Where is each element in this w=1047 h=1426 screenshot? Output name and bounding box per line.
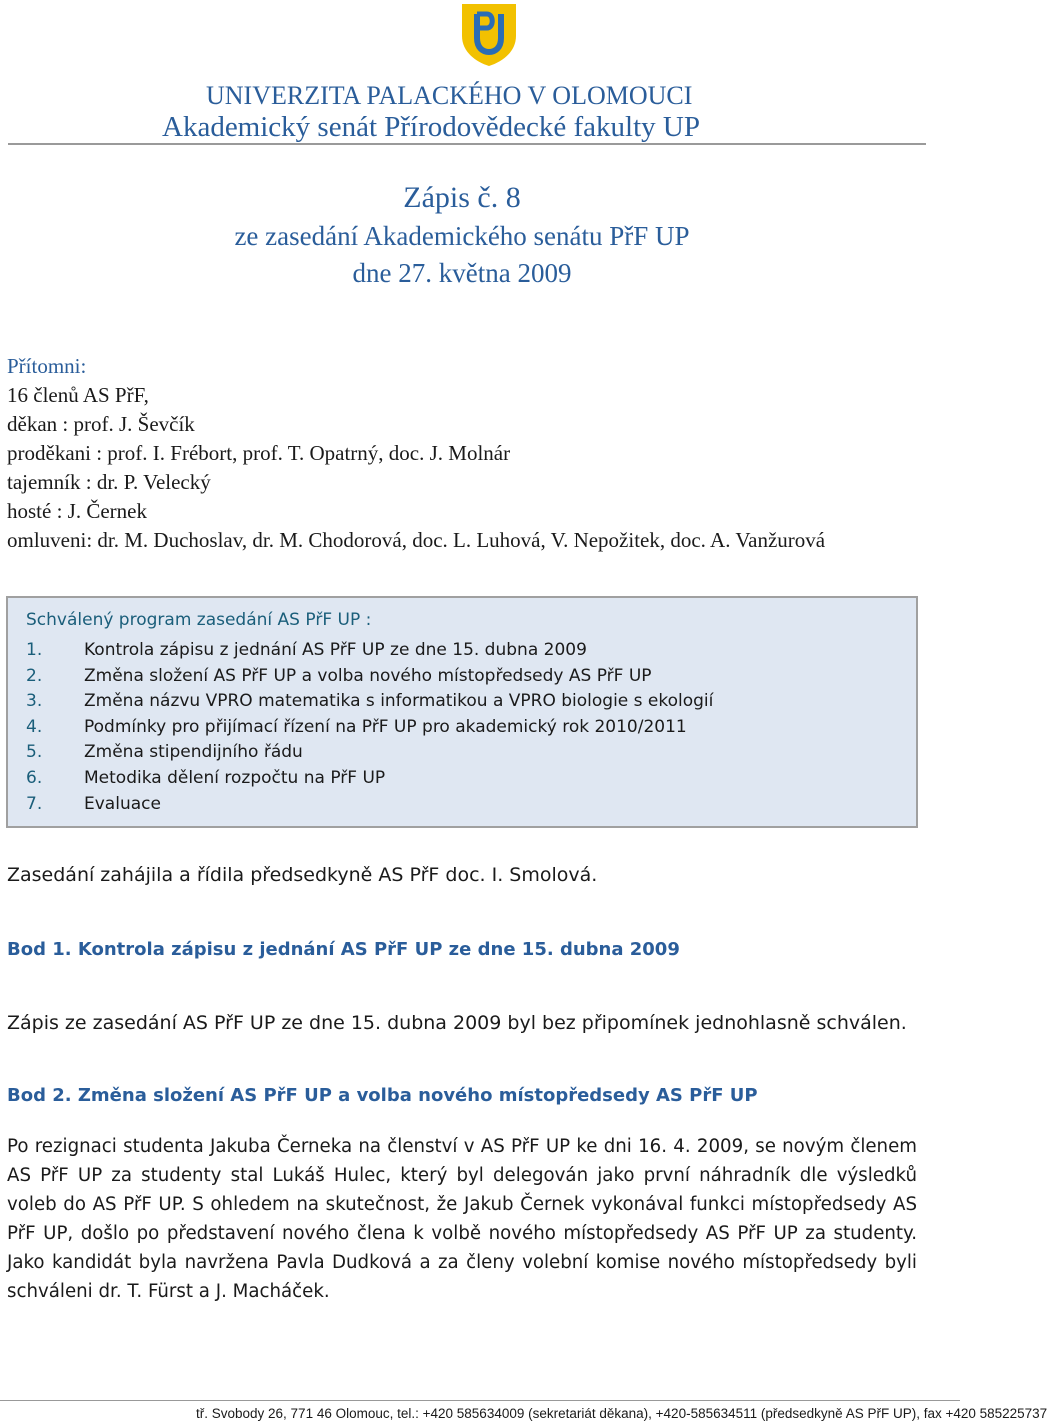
footer-contact: tř. Svobody 26, 771 46 Olomouc, tel.: +420 585634009 (sekretariát děkana), +420-585634511 (předsedkyně AS PřF UP), fax +420 585225737 — [196, 1406, 1047, 1421]
agenda-item-number: 6. — [26, 767, 43, 788]
document-title — [0, 178, 924, 292]
item-2-text: Po rezignaci studenta Jakuba Černeka na členství v AS PřF UP ke dni 16. 4. 2009, se novým členem AS PřF UP za studenty stal Lukáš Hulec, který byl delegován jako první náhradník dle výsledků voleb do AS PřF UP. S ohledem na skutečnost, že Jakub Černek vykonával funkci místopředsedy AS PřF UP, došlo po představení nového člena k volbě nového místopředsedy AS PřF UP za studenty. Jako kandidát byla navržena Pavla Dudková a za členy volební komise nového místopředsedy byli schváleni dr. T. Fürst a J. Macháček. — [7, 1136, 917, 1302]
agenda-list — [26, 638, 713, 817]
agenda-item-text: Evaluace — [84, 793, 161, 814]
item-1-text: Zápis ze zasedání AS PřF UP ze dne 15. dubna 2009 byl bez připomínek jednohlasně schválen. — [7, 1012, 907, 1034]
agenda-item — [26, 715, 713, 741]
attendance-line: proděkani : prof. I. Frébort, prof. T. Opatrný, doc. J. Molnár — [7, 441, 511, 465]
agenda-item-number: 1. — [26, 640, 43, 660]
attendance-line: 16 členů AS PřF, — [7, 383, 149, 407]
item-2-heading: Bod 2. Změna složení AS PřF UP a volba nového místopředsedy AS PřF UP — [7, 1085, 758, 1106]
university-logo — [456, 2, 522, 68]
agenda-item-text: Změna stipendijního řádu — [84, 742, 303, 763]
attendance-line: děkan : prof. J. Ševčík — [7, 412, 195, 436]
senate-name: Akademický senát Přírodovědecké fakulty UP — [162, 111, 700, 143]
agenda-item-text: Změna názvu VPRO matematika s informatikou a VPRO biologie s ekologií — [84, 691, 714, 712]
agenda-item-text: Podmínky pro přijímací řízení na PřF UP pro akademický rok 2010/2011 — [84, 716, 687, 737]
agenda-item — [26, 689, 713, 715]
agenda-box — [6, 596, 918, 828]
title-line-2: ze zasedání Akademického senátu PřF UP — [234, 221, 690, 251]
title-line-3: dne 27. května 2009 — [352, 258, 572, 288]
agenda-item-number: 5. — [26, 742, 43, 763]
agenda-item-text: Metodika dělení rozpočtu na PřF UP — [84, 767, 386, 788]
agenda-item-text: Kontrola zápisu z jednání AS PřF UP ze dne 15. dubna 2009 — [84, 640, 587, 660]
attendance-line: omluveni: dr. M. Duchoslav, dr. M. Chodorová, doc. L. Luhová, V. Nepožitek, doc. A. Vanžurová — [7, 528, 826, 552]
agenda-item — [26, 792, 713, 818]
agenda-item-number: 2. — [26, 665, 43, 686]
footer-divider — [0, 1400, 960, 1401]
item-1-heading: Bod 1. Kontrola zápisu z jednání AS PřF UP ze dne 15. dubna 2009 — [7, 939, 680, 960]
attendance-line: tajemník : dr. P. Velecký — [7, 470, 211, 494]
agenda-item-number: 3. — [26, 691, 43, 712]
agenda-item — [26, 766, 713, 792]
attendance-line: hosté : J. Černek — [7, 499, 147, 523]
attendance-heading: Přítomni: — [7, 354, 87, 378]
agenda-heading: Schválený program zasedání AS PřF UP : — [26, 610, 372, 630]
title-line-1: Zápis č. 8 — [403, 181, 521, 214]
agenda-item — [26, 664, 713, 690]
university-name: UNIVERZITA PALACKÉHO V OLOMOUCI — [206, 81, 693, 110]
agenda-item-number: 7. — [26, 793, 43, 814]
attendance-section — [7, 352, 825, 555]
agenda-item-number: 4. — [26, 716, 43, 737]
agenda-item — [26, 740, 713, 766]
opening-statement: Zasedání zahájila a řídila předsedkyně AS PřF doc. I. Smolová. — [7, 864, 598, 886]
agenda-item — [26, 638, 713, 664]
agenda-item-text: Změna složení AS PřF UP a volba nového místopředsedy AS PřF UP — [84, 665, 652, 686]
header-divider — [8, 143, 926, 145]
